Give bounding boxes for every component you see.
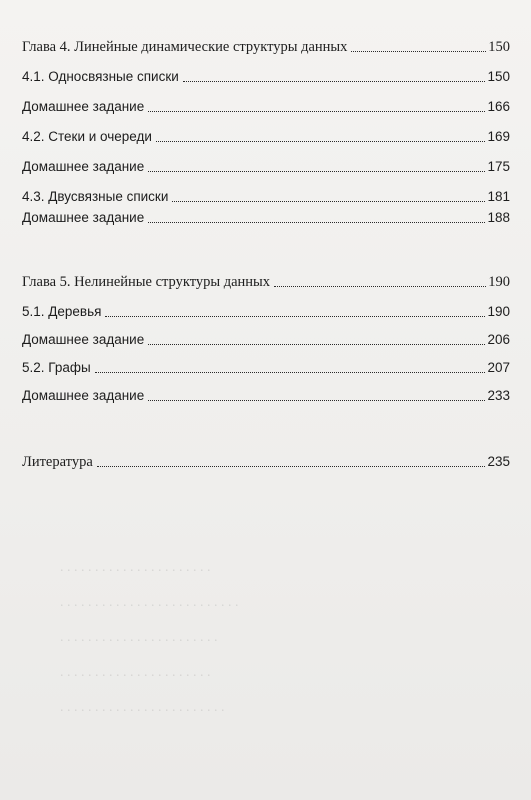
toc-entry-homework [22, 96, 510, 116]
toc-entry-homework [22, 156, 510, 176]
toc-entry-title: Литература [22, 454, 93, 470]
toc-entry-chapter-5 [22, 271, 510, 291]
toc-entry-title: 4.2. Стеки и очереди [22, 129, 152, 144]
toc-entry-title: Глава 4. Линейные динамические структуры данных [22, 39, 348, 55]
dot-leader [95, 371, 486, 373]
toc-entry-page: 206 [487, 332, 510, 347]
toc-entry-title: Домашнее задание [22, 99, 145, 114]
toc-entry-5-2 [22, 357, 510, 377]
toc-entry-page: 169 [487, 129, 510, 144]
toc-entry-title: 4.3. Двусвязные списки [22, 189, 169, 204]
dot-leader [97, 465, 486, 467]
dot-leader [351, 50, 486, 52]
toc-entry-4-1 [22, 66, 510, 86]
dot-leader [148, 170, 485, 172]
toc-entry-page: 150 [488, 39, 510, 55]
toc-entry-homework [22, 385, 510, 405]
toc-entry-4-3 [22, 186, 510, 206]
dot-leader [274, 285, 486, 287]
toc-entry-page: 233 [487, 388, 510, 403]
dot-leader [148, 399, 485, 401]
toc-entry-title: Глава 5. Нелинейные структуры данных [22, 274, 271, 290]
toc-entry-references [22, 451, 510, 471]
toc-entry-homework [22, 329, 510, 349]
toc-entry-page: 235 [487, 454, 510, 469]
toc-entry-4-2 [22, 126, 510, 146]
dot-leader [183, 80, 486, 82]
dot-leader [105, 315, 485, 317]
dot-leader [148, 110, 485, 112]
toc-entry-title: Домашнее задание [22, 332, 145, 347]
toc-entry-title: 4.1. Односвязные списки [22, 69, 179, 84]
toc-entry-homework [22, 207, 510, 227]
toc-entry-page: 150 [487, 69, 510, 84]
toc-entry-5-1 [22, 301, 510, 321]
toc-entry-title: 5.1. Деревья [22, 304, 102, 319]
toc-entry-title: Домашнее задание [22, 210, 145, 225]
dot-leader [156, 140, 486, 142]
bleed-through-text: . . . . . . . . . . . . . . . . . . . . . . . . . . . . . . . . . . . . . . . . . . . . . . . . . . . . . . . . . . . . . . . . . . . . . . . . . . . . . . . . . . . . . . . . . . . . . . . . . . . . . . . . . . . . . . . . . . . . . [60, 560, 239, 715]
dot-leader [172, 200, 485, 202]
toc-entry-title: 5.2. Графы [22, 360, 91, 375]
toc-entry-page: 181 [487, 189, 510, 204]
toc-entry-page: 188 [487, 210, 510, 225]
toc-entry-page: 207 [487, 360, 510, 375]
toc-entry-page: 175 [487, 159, 510, 174]
toc-entry-page: 166 [487, 99, 510, 114]
dot-leader [148, 221, 485, 223]
toc-entry-page: 190 [488, 274, 510, 290]
toc-entry-chapter-4 [22, 36, 510, 56]
dot-leader [148, 343, 485, 345]
toc-entry-title: Домашнее задание [22, 159, 145, 174]
toc-entry-page: 190 [487, 304, 510, 319]
toc-entry-title: Домашнее задание [22, 388, 145, 403]
